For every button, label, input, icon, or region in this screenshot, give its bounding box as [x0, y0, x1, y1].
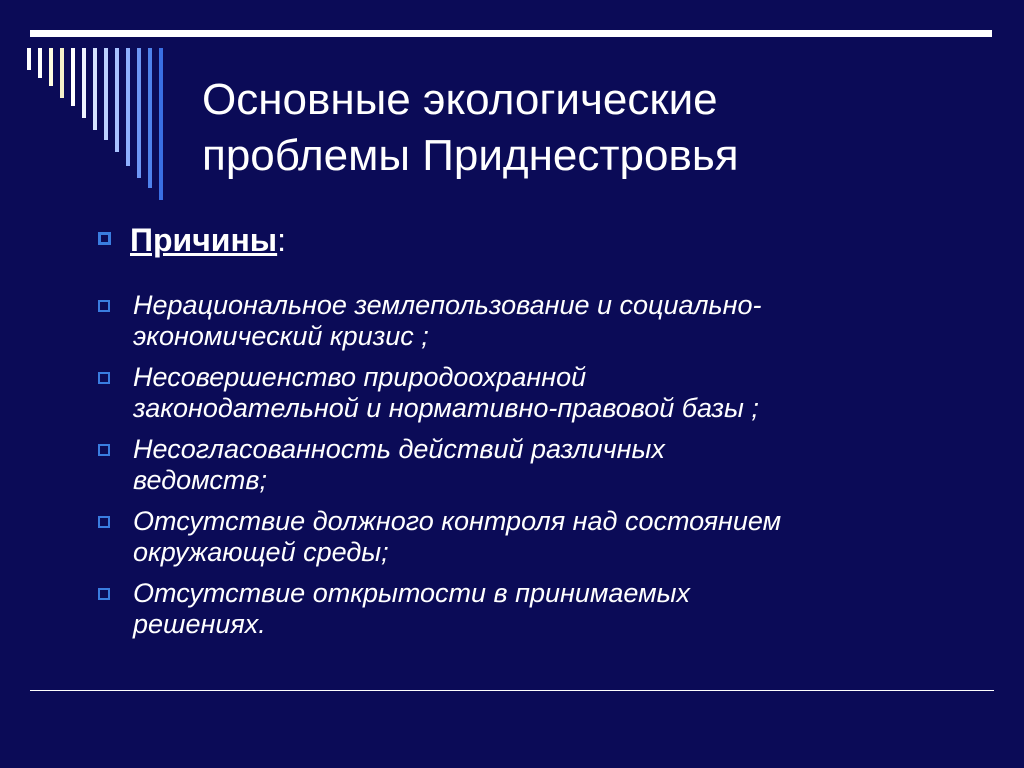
square-bullet-icon — [98, 588, 110, 600]
square-bullet-icon — [98, 372, 110, 384]
stripe — [82, 48, 86, 118]
list-item-line: Нерациональное землепользование и социально- — [133, 290, 762, 320]
causes-heading-text: Причины — [130, 222, 278, 258]
square-bullet-icon — [98, 300, 110, 312]
list-item-line: ведомств; — [133, 465, 267, 495]
list-item-line: экономический кризис ; — [133, 321, 429, 351]
stripe — [104, 48, 108, 140]
list-item-text — [133, 290, 762, 352]
list-item-line: Несовершенство природоохранной — [133, 362, 587, 392]
stripe — [49, 48, 53, 86]
list-item-line: законодательной и нормативно-правовой базы ; — [133, 393, 759, 423]
causes-heading — [98, 220, 978, 260]
list-item — [98, 506, 978, 568]
list-item-text — [133, 362, 759, 424]
stripe — [60, 48, 64, 98]
title-line: Основные экологические — [202, 75, 718, 124]
causes-list — [98, 290, 978, 640]
slide-content — [98, 220, 978, 650]
list-item-line: решениях. — [133, 609, 266, 639]
square-bullet-icon — [98, 444, 110, 456]
list-item-text — [133, 506, 781, 568]
stripe — [71, 48, 75, 106]
stripe — [115, 48, 119, 152]
list-item-text — [133, 578, 690, 640]
list-item — [98, 290, 978, 352]
list-item — [98, 578, 978, 640]
list-item — [98, 362, 978, 424]
square-bullet-icon — [98, 232, 111, 245]
bottom-rule — [30, 690, 994, 691]
list-item-text — [133, 434, 665, 496]
stripe — [137, 48, 141, 178]
causes-heading-colon: : — [277, 222, 287, 258]
stripe — [38, 48, 42, 78]
list-item-line: окружающей среды; — [133, 537, 389, 567]
stripe — [126, 48, 130, 166]
title-line: проблемы Приднестровья — [202, 131, 739, 180]
list-item — [98, 434, 978, 496]
stripe — [159, 48, 163, 200]
decorative-stripes — [0, 0, 180, 210]
list-item-line: Несогласованность действий различных — [133, 434, 665, 464]
list-item-line: Отсутствие открытости в принимаемых — [133, 578, 691, 608]
list-item-line: Отсутствие должного контроля над состоянием — [133, 506, 782, 536]
stripe — [93, 48, 97, 130]
square-bullet-icon — [98, 516, 110, 528]
stripe — [148, 48, 152, 188]
stripe — [27, 48, 31, 70]
slide-title — [202, 72, 982, 184]
